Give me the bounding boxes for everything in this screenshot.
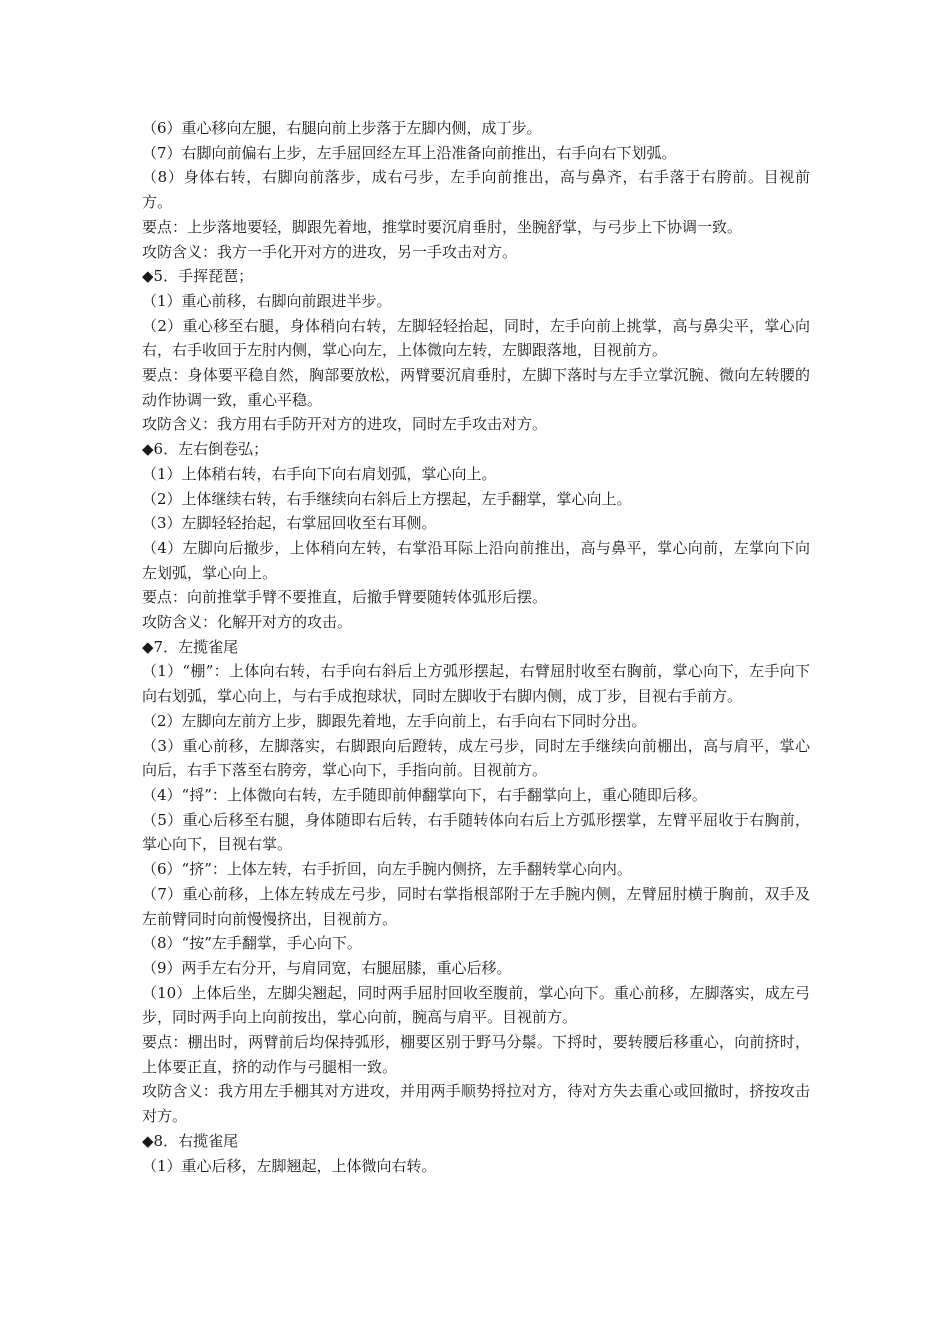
paragraph: （3）重心前移，左脚落实，右脚跟向后蹬转，成左弓步，同时左手继续向前棚出，高与肩平，掌心向后，右手下落至右胯旁，掌心向下，手指向前。目视前方。 xyxy=(142,736,810,780)
paragraph: （9）两手左右分开，与肩同宽，右腿屈膝，重心后移。 xyxy=(142,958,512,977)
paragraph: （2）重心移至右腿，身体稍向右转，左脚轻轻抬起，同时，左手向前上挑掌，高与鼻尖平，掌心向右，右手收回于左肘内侧，掌心向左，上体微向左转，左脚跟落地，目视前方。 xyxy=(142,316,810,360)
section-heading: ◆7．左揽雀尾 xyxy=(142,637,239,656)
section-heading: ◆8．右揽雀尾 xyxy=(142,1131,239,1150)
paragraph: 要点：身体要平稳自然，胸部要放松，两臂要沉肩垂肘，左脚下落时与左手立掌沉腕、微向左转腰的动作协调一致，重心平稳。 xyxy=(142,366,810,409)
paragraph: （1）重心后移，左脚翘起，上体微向右转。 xyxy=(142,1156,437,1175)
paragraph: 要点：棚出时，两臂前后均保持弧形，棚要区别于野马分鬃。下捋时，要转腰后移重心，向前挤时，上体要正直，挤的动作与弓腿相一致。 xyxy=(142,1033,810,1076)
document-page xyxy=(142,116,810,1178)
paragraph: （5）重心后移至右腿，身体随即右后转，右手随转体向右后上方弧形摆掌，左臂平屈收于右胸前，掌心向下，目视右掌。 xyxy=(142,810,810,854)
section-heading: ◆6．左右倒卷弘； xyxy=(142,440,269,459)
paragraph: 攻防含义：我方一手化开对方的进攻，另一手攻击对方。 xyxy=(142,242,518,261)
paragraph: （2）左脚向左前方上步，脚跟先着地，左手向前上，右手向右下同时分出。 xyxy=(142,711,647,730)
paragraph: 攻防含义：我方用右手防开对方的进攻，同时左手攻击对方。 xyxy=(142,415,548,434)
paragraph: （1）上体稍右转，右手向下向右肩划弧，掌心向上。 xyxy=(142,464,497,483)
paragraph: （8）“按”左手翻掌，手心向下。 xyxy=(142,934,362,953)
paragraph: （7）右脚向前偏右上步，左手屈回经左耳上沿准备向前推出，右手向右下划弧。 xyxy=(142,143,677,162)
paragraph: （1）“棚”：上体向右转，右手向右斜后上方弧形摆起，右臂屈肘收至右胸前，掌心向下，左手向下向右划弧，掌心向上，与右手成抱球状，同时左脚收于右脚内侧，成丁步，目视右手前方。 xyxy=(142,662,810,706)
paragraph: （1）重心前移，右脚向前跟进半步。 xyxy=(142,291,392,310)
paragraph: （4）左脚向后撤步，上体稍向左转，右掌沿耳际上沿向前推出，高与鼻平，掌心向前，左掌向下向左划弧，掌心向上。 xyxy=(142,538,810,582)
paragraph: 要点：上步落地要轻，脚跟先着地，推掌时要沉肩垂肘，坐腕舒掌，与弓步上下协调一致。 xyxy=(142,217,743,236)
paragraph: （2）上体继续右转，右手继续向右斜后上方摆起，左手翻掌，掌心向上。 xyxy=(142,489,632,508)
paragraph: 攻防含义：化解开对方的攻击。 xyxy=(142,613,353,632)
section-heading: ◆5．手挥琵琶； xyxy=(142,267,254,286)
paragraph: （4）“捋”：上体微向右转，左手随即前伸翻掌向下，右手翻掌向上，重心随即后移。 xyxy=(142,785,707,804)
paragraph: （8）身体右转，右脚向前落步，成右弓步，左手向前推出，高与鼻齐，右手落于右胯前。目视前方。 xyxy=(142,168,810,212)
paragraph: （6）“挤”：上体左转，右手折回，向左手腕内侧挤，左手翻转掌心向内。 xyxy=(142,860,632,879)
paragraph: 攻防含义：我方用左手棚其对方进攻，并用两手顺势捋拉对方，待对方失去重心或回撤时，挤按攻击对方。 xyxy=(142,1082,810,1126)
paragraph: （6）重心移向左腿，右腿向前上步落于左脚内侧，成丁步。 xyxy=(142,119,542,137)
paragraph: （3）左脚轻轻抬起，右掌屈回收至右耳侧。 xyxy=(142,514,437,533)
paragraph: 要点：向前推掌手臂不要推直，后撤手臂要随转体弧形后摆。 xyxy=(142,588,548,607)
paragraph: （10）上体后坐，左脚尖翘起，同时两手屈肘回收至腹前，掌心向下。重心前移，左脚落实，成左弓步，同时两手向上向前按出，掌心向前，腕高与肩平。目视前方。 xyxy=(142,983,810,1027)
paragraph: （7）重心前移，上体左转成左弓步，同时右掌指根部附于左手腕内侧，左臂屈肘横于胸前，双手及左前臂同时向前慢慢挤出，目视前方。 xyxy=(142,884,810,928)
